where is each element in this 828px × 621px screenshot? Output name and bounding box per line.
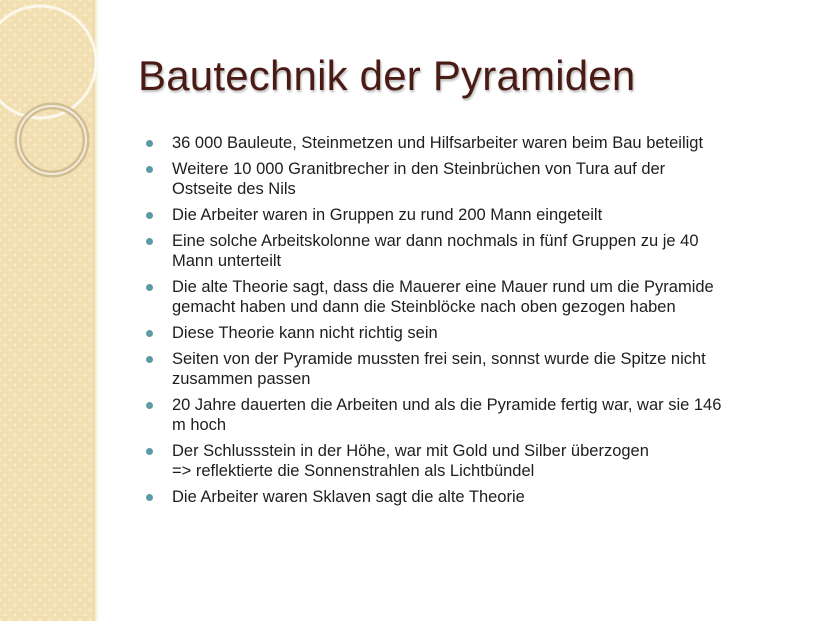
bullet-item bbox=[146, 159, 808, 199]
bullet-text: Die Arbeiter waren Sklaven sagt die alte Theorie bbox=[172, 488, 525, 506]
bullet-item bbox=[146, 349, 808, 389]
bullet-item bbox=[146, 133, 808, 153]
bullet-dot-icon bbox=[146, 330, 153, 337]
bullet-dot-icon bbox=[146, 448, 153, 455]
bullet-item bbox=[146, 205, 808, 225]
bullet-dot-icon bbox=[146, 494, 153, 501]
decorative-rings bbox=[0, 0, 130, 260]
bullet-text: 36 000 Bauleute, Steinmetzen und Hilfsarbeiter waren beim Bau beteiligt bbox=[172, 134, 704, 152]
bullet-text: Eine solche Arbeitskolonne war dann nochmals in fünf Gruppen zu je 40 Mann unterteilt bbox=[172, 232, 699, 270]
bullet-item bbox=[146, 323, 808, 343]
bullet-text: Diese Theorie kann nicht richtig sein bbox=[172, 324, 438, 342]
bullet-item bbox=[146, 487, 808, 507]
bullet-list bbox=[146, 133, 808, 513]
bullet-dot-icon bbox=[146, 284, 153, 291]
bullet-item bbox=[146, 277, 808, 317]
bullet-dot-icon bbox=[146, 356, 153, 363]
bullet-dot-icon bbox=[146, 166, 153, 173]
bullet-dot-icon bbox=[146, 212, 153, 219]
bullet-text: Die Arbeiter waren in Gruppen zu rund 200 Mann eingeteilt bbox=[172, 206, 603, 224]
bullet-text: 20 Jahre dauerten die Arbeiten und als die Pyramide fertig war, war sie 146 m hoch bbox=[172, 396, 722, 434]
bullet-item bbox=[146, 231, 808, 271]
bullet-dot-icon bbox=[146, 140, 153, 147]
bullet-dot-icon bbox=[146, 402, 153, 409]
bullet-text: Der Schlussstein in der Höhe, war mit Gold und Silber überzogen => reflektierte die Sonnenstrahlen als Lichtbündel bbox=[172, 442, 649, 480]
bullet-text: Seiten von der Pyramide mussten frei sein, sonnst wurde die Spitze nicht zusammen passen bbox=[172, 350, 706, 388]
bullet-dot-icon bbox=[146, 238, 153, 245]
bullet-text: Die alte Theorie sagt, dass die Mauerer eine Mauer rund um die Pyramide gemacht haben und dann die Steinblöcke nach oben gezogen haben bbox=[172, 278, 714, 316]
bullet-item bbox=[146, 395, 808, 435]
bullet-item bbox=[146, 441, 808, 481]
bullet-text: Weitere 10 000 Granitbrecher in den Steinbrüchen von Tura auf der Ostseite des Nils bbox=[172, 160, 666, 198]
large-ring bbox=[0, 6, 96, 118]
slide-title: Bautechnik der Pyramiden bbox=[138, 52, 636, 99]
